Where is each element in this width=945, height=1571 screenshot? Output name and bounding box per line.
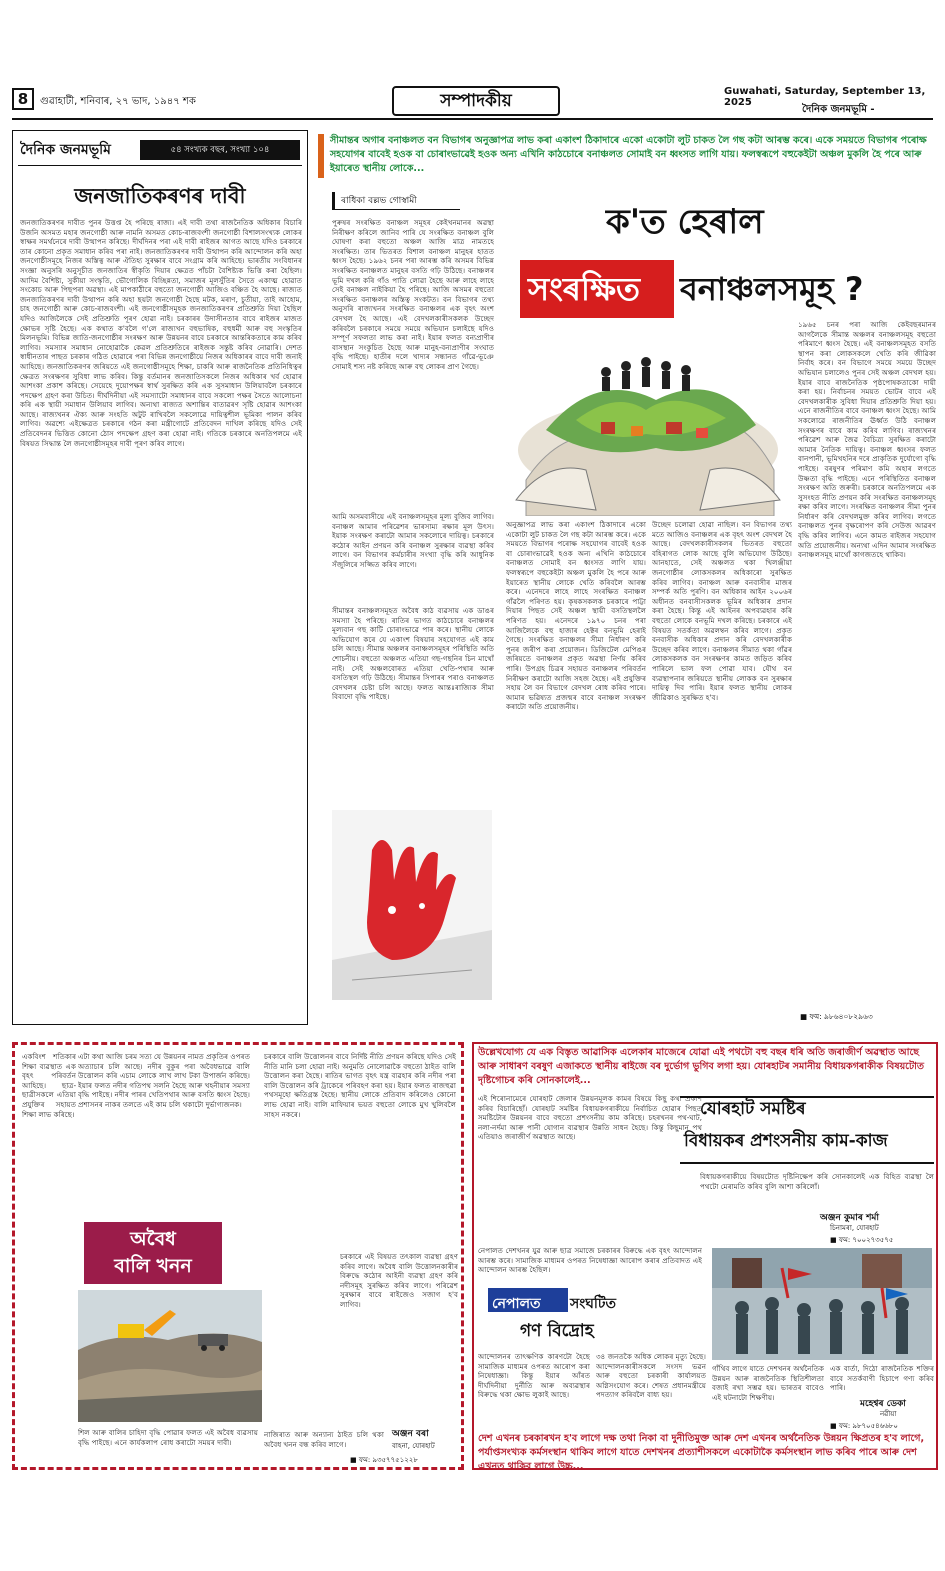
sand-mining-title bbox=[84, 1226, 222, 1280]
sand-mining-column-2: চৰকাৰে বালি উত্তোলনৰ বাবে নিৰ্দিষ্ট নীতি প্ৰণয়ন কৰিছে যদিও সেই নীতি মানি চলা হোৱা নাই। অনুমতি নোলোৱাকৈ বহুতো ঠাইত বালি উত্তোলন কৰা হৈছে। ৰাতিৰ ভাগত বৃহৎ যন্ত্ৰ ব্যৱহাৰ কৰি নদীৰ পৰা বালি উত্তোলন কৰি ট্ৰাকেৰে পৰিবহণ কৰা হয়। ইয়াৰ ফলত ৰাজহুৱা পথসমূহো ক্ষতিগ্ৰস্ত হৈছে। স্থানীয় লোকে প্ৰতিবাদ কৰিলেও কোনো লাভ হোৱা নাই। বালি মাফিয়াৰ ভয়ত বহুতো লোকে মুখ খুলিবলৈ সাহস নকৰে। bbox=[264, 1052, 456, 1119]
article-title-highlight: সংৰক্ষিত bbox=[528, 270, 641, 308]
nepal-pull-quote: দেশ এখনৰ চৰকাৰখন হ'ব লাগে দক্ষ তথা নিকা বা দুনীতিমুক্ত আৰু দেশ এখনৰ অৰ্থনৈতিক উন্নয়ন ক্ষিপ্ৰতৰ হ'ব লাগে, পৰ্যাপ্তসংখ্যক কৰ্মসংস্থান থাকিব লাগে যাতে দেশখনৰ প্ৰত্যাশীসকলে একোটাকৈ কৰ্মসংস্থান লাভ কৰিব পাৰে আৰু দেশ এখনত থাকিব লাগে উচ্চ... bbox=[478, 1433, 925, 1472]
jorhat-signature-place: চিনামৰা, যোৰহাট bbox=[830, 1224, 879, 1232]
nepal-letter-intro: নেপালত দেশখনৰ যুৱ আৰু ছাত্ৰ সমাজে চৰকাৰৰ বিৰুদ্ধে এক বৃহৎ আন্দোলন আৰম্ভ কৰে। সামাজিক মাধ্যমৰ ওপৰত নিষেধাজ্ঞা আৰোপ কৰাৰ প্ৰতিবাদত এই আন্দোলন আৰম্ভ হৈছিল। bbox=[478, 1246, 702, 1275]
header-paper-name: দৈনিক জনমভূমি - bbox=[802, 104, 875, 115]
article-author: ৰাধিকা বল্লভ গোস্বামী bbox=[332, 192, 460, 210]
sand-mining-signature: অঞ্জন বৰা bbox=[392, 1429, 429, 1439]
nepal-letter-column-3: গাঁথিব লাগে যাতে দেশখনৰ অৰ্থনৈতিক উন্নয়ন আৰু ৰাজনৈতিক স্থিতিশীলতা বজাই ৰখা সম্ভৱ হয়। ভাৰতৰ বাবেও এই ঘটনাটো শিক্ষণীয়। bbox=[712, 1364, 824, 1402]
sand-mining-photo bbox=[78, 1290, 262, 1422]
jorhat-letter-column-1: এই শিৰোনামেৰে যোৰহাট জেলাৰ উন্নয়নমূলক কামৰ বিষয়ে কিছু কথা প্ৰকাশ কৰিব বিচাৰিছোঁ। যোৰহাট সমষ্টিৰ বিধায়কগৰাকীয়ে নিৰ্বাচিত হোৱাৰ পিছত সমষ্টিটোৰ উন্নয়নৰ বাবে বহুতো প্ৰশংসনীয় কাম কৰিছে। চহৰখনৰ পথ-ঘাট, নলা-নৰ্দমা আৰু পানী যোগান ব্যৱস্থাৰ উন্নতি সাধন হৈছে। কিন্তু কিছুমান পথ এতিয়াও জৰাজীৰ্ণ অৱস্থাত আছে। bbox=[478, 1094, 702, 1142]
page-number: 8 bbox=[12, 88, 34, 110]
article-column-2: অনুজ্ঞাপত্ৰ লাভ কৰা একাংশ ঠিকাদাৰে একো একোটা লুট চাকত লৈ গছ কটা আৰম্ভ কৰে। একে সময়তে বিভাগৰ পৰোক্ষ সহযোগৰ বাবেই হওক বা চোৰাংভাৱেই হওক অন্য এখিনি কাঠচোৰে বনাঞ্চলত সোমাই বন ধ্বংসত লাগি যায়। ফলস্বৰূপে বহুকেইটা অঞ্চল মুকলি হৈ পৰে আৰু ইয়াৰেত স্থানীয় লোকে খেতি কৰিবলৈ আৰম্ভ কৰে। এনেদৰে লাহে লাহে সংৰক্ষিত বনাঞ্চল গাঁৱলৈ পৰিণত হয়। কৃষকসকলক চৰকাৰে পাট্টা দিয়াৰ পিছত সেই অঞ্চল স্থায়ী বসতিস্থললৈ পৰিণত হয়। এনেদৰে ১৯৭০ চনৰ পৰা আজিলৈকে বহু হাজাৰ হেক্টৰ বনভূমি হেৰাই গৈছে। সংৰক্ষিত বনাঞ্চলৰ সীমা নিৰ্ধাৰণ কৰি পুনৰ জৰীপ কৰা প্ৰয়োজন। ডিজিটেল মেপিঙৰ জৰিয়তে বনাঞ্চলৰ প্ৰকৃত অৱস্থা নিৰ্ণয় কৰিব পাৰি। উপগ্ৰহ চিত্ৰৰ সহায়ত বনাঞ্চলৰ পৰিবৰ্তন নিৰীক্ষণ কৰাটো আজি সহজ হৈছে। এই প্ৰযুক্তিৰ সহায় লৈ বন বিভাগে বেদখল ৰোধ কৰিব পাৰে। আমাৰ ভৱিষ্যত প্ৰজন্মৰ বাবে বনাঞ্চল সংৰক্ষণ কৰাটো অতি প্ৰয়োজনীয়। bbox=[506, 520, 646, 712]
forest-hands-illustration bbox=[506, 330, 790, 516]
article-column-4: ১৯৬৫ চনৰ পৰা আজি কেইবছৰমানৰ আগলৈকে সীমান্ত অঞ্চলৰ বনাঞ্চলসমূহ বহুতো পৰিমাণে ধ্বংস হৈছে। এই বনাঞ্চলসমূহত বসতি স্থাপন কৰা লোকসকলে খেতি কৰি জীৱিকা নিৰ্বাহ কৰে। বন বিভাগে সময়ে সময়ে উচ্ছেদ অভিযান চলালেও পুনৰ সেই অঞ্চল বেদখল হয়। ইয়াৰ বাবে ৰাজনৈতিক পৃষ্ঠপোষকতাকো দায়ী কৰা হয়। নিৰ্বাচনৰ সময়ত ভোটৰ বাবে এই বেদখলকাৰীক সুবিধা দিয়াৰ প্ৰতিশ্ৰুতি দিয়া হয়। এনে ৰাজনীতিৰ বাবে বনাঞ্চল ধ্বংস হৈছে। আমি সকলোৱে ৰাজনীতিৰ ঊৰ্ধ্বত উঠি বনাঞ্চল সংৰক্ষণৰ বাবে কাম কৰিব লাগিব। ৰাজ্যখনৰ পৰিৱেশ আৰু জৈৱ বৈচিত্ৰ্য সুৰক্ষিত কৰাটো আমাৰ নৈতিক দায়িত্ব। বনাঞ্চল ধ্বংসৰ ফলত বানপানী, ভূমিখহনিৰ দৰে প্ৰাকৃতিক দুৰ্যোগো বৃদ্ধি পাইছে। বৰষুণৰ পৰিমাণ কমি অহাৰ লগতে উষ্ণতা বৃদ্ধি পাইছে। এনে পৰিস্থিতিত বনাঞ্চল সংৰক্ষণ অতি জৰুৰী। চৰকাৰে অনতিপলমে এক সুসংহত নীতি প্ৰণয়ন কৰি সংৰক্ষিত বনাঞ্চলসমূহ ৰক্ষা কৰিব লাগে। সংৰক্ষিত বনাঞ্চলৰ সীমা পুনৰ নিৰ্ধাৰণ কৰি বেদখলমুক্ত কৰিব লাগিব। লগতে বনাঞ্চলত পুনৰ বৃক্ষৰোপণ কৰি সেউজ আৱৰণ বৃদ্ধি কৰিব লাগিব। এনে কামত ৰাইজৰ সহযোগ অতি প্ৰয়োজনীয়। অন্যথা এদিন আমাৰ সংৰক্ষিত বনাঞ্চলসমূহ মাথোঁ কাগজতহে থাকিব। bbox=[798, 320, 936, 560]
header-date-english: Guwahati, Saturday, September 13, 2025 bbox=[724, 86, 926, 108]
masthead-divider bbox=[18, 165, 302, 166]
nepal-letter-column-1: আন্দোলনৰ তাৎক্ষণিক কাৰণটো হৈছে সামাজিক মাধ্যমৰ ওপৰত আৰোপ কৰা নিষেধাজ্ঞা। কিন্তু ইয়াৰ আঁৰত দীৰ্ঘদিনীয়া দুৰ্নীতি আৰু অব্যৱস্থাৰ বিৰুদ্ধে থকা ক্ষোভ লুকাই আছে। bbox=[478, 1352, 590, 1400]
nepal-protest-photo bbox=[712, 1248, 932, 1360]
sand-mining-signature-place: বাহনা, যোৰহাট bbox=[392, 1442, 435, 1450]
jorhat-contact: ■ ফম: ৭০০২৭৩৫৭৫ bbox=[830, 1236, 894, 1244]
article-title-line1: ক'ত হেৰাল bbox=[606, 202, 764, 242]
nepal-title-line1: সংঘটিত bbox=[570, 1296, 617, 1312]
red-hand-illustration bbox=[332, 810, 492, 1000]
header-divider bbox=[12, 118, 933, 120]
letters-pull-quote: উল্লেখযোগ্য যে এক বিস্তৃত আৱাসিক এলেকাৰ মাজেৰে যোৱা এই পথটো বহু বছৰ ধৰি অতি জৰাজীৰ্ণ অৱস্থাত আছে আৰু সাধাৰণ বৰষুণ এজাকতে স্থানীয় ৰাইজে বৰ দুৰ্ভোগ ভুগিব লগা হয়। যোৰহাটৰ সমানীয় বিধায়কগৰাকীক বিষয়টোত দৃষ্টিগোচৰ কৰি সোনকালেই... bbox=[478, 1047, 925, 1086]
nepal-letter-column-2: ৩৪ জনতকৈ অধিক লোকৰ মৃত্যু হৈছে। আন্দোলনকাৰীসকলে সংসদ ভৱন আৰু বহুতো চৰকাৰী কাৰ্যালয়ত অগ্নিসংযোগ কৰে। শেষত প্ৰধানমন্ত্ৰীয়ে পদত্যাগ কৰিবলৈ বাধ্য হয়। bbox=[596, 1352, 706, 1400]
sand-mining-contact: ■ ফম: ৯৩৫৭৭৫১২২৮ bbox=[350, 1456, 418, 1464]
jorhat-letter-column-2: বিধায়কগৰাকীয়ে বিষয়টোত দৃষ্টিনিক্ষেপ কৰি সোনকালেই এক বিহিত ব্যৱস্থা লৈ পথটো মেৰামতি কৰিব বুলি আশা কৰিলোঁ। bbox=[700, 1172, 934, 1191]
sand-mining-title-line1: অবৈধ bbox=[130, 1228, 176, 1250]
sand-mining-column-3: শিল আৰু বালিৰ চাহিদা বৃদ্ধি পোৱাৰ ফলত এই অবৈধ ব্যৱসায় বৃদ্ধি পাইছে। এনে কাৰ্যকলাপ ৰোধ কৰাটো সময়ৰ দাবী। bbox=[78, 1428, 258, 1447]
nepal-signature-place: নৱীয়া bbox=[880, 1410, 897, 1418]
nepal-title-line2: গণ বিদ্ৰোহ bbox=[520, 1321, 594, 1341]
editorial-body: জনজাতিকৰণৰ দাবীত পুনৰ উত্তপ্ত হৈ পৰিছে ৰাজ্য। এই দাবী তথা ৰাজনৈতিক অধিকাৰ বিচাৰি উজনি অসমত মহাৰ জনগোষ্ঠী আৰু নামনি অসমত কোচ-ৰাজবংশী জনগোষ্ঠী বিশালসংখ্যক লোকৰ স্বাক্ষৰ সমৰ্থনেৰে দাবী উত্থাপন কৰিছে। দীৰ্ঘদিনৰ পৰা এই দাবী ৰাইজৰ আগত আছে যদিও চৰকাৰে তাৰ কোনো প্ৰকৃত সমাধান কৰিব পৰা নাই। জনজাতিকৰণৰ দাবী উত্থাপন কৰি আন্দোলন কৰি অহা জনগোষ্ঠীসমূহে নিজৰ অস্তিত্ব আৰু ঐতিহ্য সুৰক্ষাৰ বাবে সংগ্ৰাম কৰি আহিছে। ভাৰতীয় সংবিধানৰ সংজ্ঞা অনুসৰি অনুসূচীত জনজাতিৰ স্বীকৃতি দিয়াৰ ক্ষেত্ৰত পাঁচটা বৈশিষ্ট্যক ভিত্তি কৰা হৈছিল। আদিম বৈশিষ্ট্য, সুকীয়া সংস্কৃতি, ভৌগোলিক বিচ্ছিন্নতা, সমাজৰ মূলসুঁতিৰ সৈতে একাত্ম হোৱাত সংকোচ আৰু পিছপৰা অৱস্থা। এই মাপকাঠীৰে বহুতো জনগোষ্ঠী আজিও বঞ্চিত হৈ আছে। ৰাজ্যত জনজাতিকৰণৰ দাবী উত্থাপন কৰি অহা ছয়টা জনগোষ্ঠী হৈছে মটক, মৰাণ, চুতীয়া, তাই আহোম, চাহ জনগোষ্ঠী আৰু কোচ-ৰাজবংশী। এই জনগোষ্ঠীসমূহক জনজাতিকৰণৰ প্ৰতিশ্ৰুতি দিয়া হৈছিল যদিও আজিলৈকে সেই প্ৰতিশ্ৰুতি পূৰণ হোৱা নাই। চৰকাৰৰ উদাসীনতাৰ বাবে ৰাইজৰ মাজত ক্ষোভৰ সৃষ্টি হৈছে। এক কথাত ক'বলৈ গ'লে ৰাজ্যখন বহুভাষিক, বহুধৰ্মী আৰু বহু সংস্কৃতিৰ মিলনভূমি। বিভিন্ন জাতি-জনগোষ্ঠীৰ সংৰক্ষণ আৰু উন্নয়নৰ বাবে চৰকাৰে আন্তৰিকতাৰে কাম কৰিব লাগিব। সমস্যাৰ সমাধান নোহোৱাকৈ কেৱল প্ৰতিশ্ৰুতিৰে ৰাইজক সন্তুষ্ট কৰিব নোৱাৰি। দেশত স্বাধীনতাৰ পাছত চৰকাৰ গঠিত হোৱাৰে পৰা বিভিন্ন জনগোষ্ঠীয়ে নিজৰ অধিকাৰৰ বাবে দাবী জনাই আহিছে। জনজাতিকৰণৰ জৰিয়তে এই জনগোষ্ঠীসমূহে শিক্ষা, চাকৰি আৰু ৰাজনৈতিক প্ৰতিনিধিত্বৰ ক্ষেত্ৰত সংৰক্ষণৰ সুবিধা লাভ কৰিব। কিন্তু বৰ্তমানৰ জনজাতিসকলে নিজৰ অধিকাৰ খৰ্ব হোৱাৰ আশংকা প্ৰকাশ কৰিছে। সেয়েহে দুয়োপক্ষৰ স্বাৰ্থ সুৰক্ষিত কৰি এক সুসমাধান উলিয়াবলৈ চৰকাৰে পদক্ষেপ গ্ৰহণ কৰা উচিত। দীৰ্ঘদিনীয়া এই সমস্যাটো সমাধানৰ বাবে সকলো পক্ষৰ সৈতে আলোচনা কৰি এক স্থায়ী সমাধান উলিয়াব লাগিব। অন্যথা ৰাজ্যত অশান্তিৰ বাতাৱৰণ সৃষ্টি হোৱাৰ আশংকা আছে। ৰাজ্যখনৰ ঐক্য আৰু সংহতি অটুট ৰাখিবলৈ সকলোৱে দায়িত্বশীল ভূমিকা পালন কৰিব লাগিব। অৱশ্যে এইক্ষেত্ৰত চৰকাৰে গঠন কৰা মন্ত্ৰীগোটে প্ৰতিবেদন দাখিল কৰিছে যদিও সেই প্ৰতিবেদনৰ ভিত্তিত কোনো ঠোস পদক্ষেপ গ্ৰহণ কৰা হোৱা নাই। গতিকে চৰকাৰে অনতিপলমে এই বিষয়ত সিদ্ধান্ত লৈ জনগোষ্ঠীসমূহৰ দাবী পূৰণ কৰিব লাগে। bbox=[20, 218, 302, 448]
nepal-signature: মহেশ্বৰ ডেকা bbox=[860, 1399, 906, 1409]
jorhat-title-line1: যোৰহাট সমষ্টিৰ bbox=[700, 1099, 806, 1119]
sand-mining-column-5: নাজিৰাত আৰু অন্যান্য ঠাইত চলি থকা অবৈধ খনন বন্ধ কৰিব লাগে। bbox=[264, 1430, 384, 1449]
article-column-1c: সীমান্তৰ বনাঞ্চলসমূহত অবৈধ কাঠ ব্যৱসায় এক ডাঙৰ সমস্যা হৈ পৰিছে। ৰাতিৰ ভাগত কাঠচোৰে বনাঞ্চলৰ মূল্যবান গছ কাটি চোৰাংভাৱে পাৰ কৰে। স্থানীয় লোকে অভিযোগ কৰে যে একাংশ বিষয়াৰ সহযোগত এই কাম চলি আছে। সীমান্ত অঞ্চলৰ বনাঞ্চলসমূহৰ পৰিস্থিতি অতি শোচনীয়। বহুতো অঞ্চলত এতিয়া গছ-গছনিৰ চিন মাথোঁ নাই। সেই অঞ্চলবোৰত এতিয়া খেতি-পথাৰ আৰু বসতিস্থল গঢ়ি উঠিছে। সীমান্তৰ সিপাৰৰ পৰাও বনাঞ্চলত বেদখলৰ চেষ্টা চলি আছে। ফলত আন্তঃৰাজ্যিক সীমা বিবাদো বৃদ্ধি পাইছে। bbox=[332, 606, 494, 702]
editorial-issue-info: ৫৪ সংখ্যক বছৰ, সংখ্যা ১০৪ bbox=[140, 140, 300, 160]
header-date-assamese: গুৱাহাটী, শনিবাৰ, ২৭ ভাদ, ১৯৪৭ শক bbox=[40, 96, 196, 107]
nepal-title-highlight: নেপালত bbox=[492, 1296, 541, 1312]
sand-mining-title-line2: বালি খনন bbox=[114, 1255, 192, 1277]
article-column-1b: আমি অসমবাসীয়ে এই বনাঞ্চলসমূহৰ মূল্য বুজিব লাগিব। বনাঞ্চল আমাৰ পৰিৱেশৰ ভাৰসাম্য ৰক্ষাৰ মূল উৎস। ইয়াক সংৰক্ষণ কৰাটো আমাৰ সকলোৰে দায়িত্ব। চৰকাৰে কঠোৰ আইন প্ৰণয়ন কৰি বনাঞ্চল সুৰক্ষাৰ ব্যৱস্থা কৰিব লাগে। বন বিভাগৰ কৰ্মচাৰীৰ সংখ্যা বৃদ্ধি কৰি আধুনিক সঁজুলিৰে সজ্জিত কৰিব লাগে। bbox=[332, 512, 494, 569]
jorhat-signature: অঞ্জন কুমাৰ শৰ্মা bbox=[820, 1213, 880, 1223]
article-contact: ■ ফম: ৯৮৬৪০৮২৯৬৩ bbox=[800, 1012, 873, 1021]
editorial-title: জনজাতিকৰণৰ দাবী bbox=[74, 184, 246, 208]
section-title: সম্পাদকীয় bbox=[392, 86, 560, 116]
banner-accent-bar bbox=[318, 134, 324, 178]
sand-mining-column-1: এটা কথা আজি চৰম সত্য যে উন্নয়নৰ নামত প্ৰকৃতিৰ ওপৰত অত্যাচাৰ চলি আছে। নদীৰ বুকুৰ পৰা অবৈধভাৱে বালি উত্তোলন কৰি এচাম লোকে লাখ লাখ টকা উপাৰ্জন কৰিছে। ইয়াৰ ফলত নদীৰ গতিপথ সলনি হৈছে আৰু খহনীয়াৰ সমস্যা বৃদ্ধি পাইছে। নদীৰ পাৰৰ খেতিপথাৰ আৰু বসতি ধ্বংস হৈছে। প্ৰশাসনৰ নাকৰ তলতে এই কাম চলি থকাটো দুৰ্ভাগ্যজনক। bbox=[78, 1052, 250, 1109]
editorial-masthead: দৈনিক জনমভূমি bbox=[20, 142, 111, 158]
nepal-contact: ■ ফম: ৯৮৭০৫৪৬৬৮০ bbox=[830, 1422, 898, 1430]
nepal-letter-column-4: এক বাৰ্তা, দিঠো ৰাজনৈতিক শক্তিৰ বাবে সতৰ্কবাণী হিচাপে গণ্য কৰিব পাৰি। bbox=[830, 1364, 934, 1393]
article-title-rest: বনাঞ্চলসমূহ ? bbox=[680, 270, 864, 308]
sand-mining-column-4: চৰকাৰে এই বিষয়ত তৎকাল ব্যৱস্থা গ্ৰহণ কৰিব লাগে। অবৈধ বালি উত্তোলনকাৰীৰ বিৰুদ্ধে কঠোৰ আইনী ব্যৱস্থা গ্ৰহণ কৰি নদীসমূহ সুৰক্ষিত কৰিব লাগে। পৰিৱেশ সুৰক্ষাৰ বাবে ৰাইজেও সজাগ হ'ব লাগিব। bbox=[340, 1252, 458, 1309]
jorhat-title-line2: বিধায়কৰ প্ৰশংসনীয় কাম-কাজ bbox=[684, 1131, 888, 1151]
pull-quote-banner: সীমান্তৰ অগাৰ বনাঞ্চলত বন বিভাগৰ অনুজ্ঞাপত্ৰ লাভ কৰা একাংশ ঠিকাদাৰে একো একোটা লুট চাকত লৈ গছ কটা আৰম্ভ কৰে। একে সময়তে বিভাগৰ পৰোক্ষ সহযোগৰ বাবেই হওক বা চোৰাংভাৱেই হওক অন্য এখিনি কাঠচোৰে বনাঞ্চলত সোমাই বন ধ্বংসত লাগি যায়। ফলস্বৰূপে বহুকেইটা অঞ্চল মুকলি হৈ পৰে আৰু ইয়াৰেত স্থানীয় লোকে... bbox=[330, 135, 927, 174]
article-column-3: উচ্ছেদ চলোৱা হোৱা নাছিল। বন বিভাগৰ তথ্য মতে আজিও বনাঞ্চলৰ এক বৃহৎ অংশ বেদখল হৈ আছে। বেদখলকাৰীসকলৰ ভিতৰত বহুতো বহিৰাগত লোক আছে বুলি অভিযোগ উঠিছে। আনহাতে, সেই অঞ্চলত থকা খিলঞ্জীয়া জনগোষ্ঠীৰ লোকসকলৰ অধিকাৰো সুৰক্ষিত কৰিব লাগিব। বনাঞ্চল আৰু বনবাসীৰ মাজৰ সম্পৰ্ক অতি পুৰণি। বন অধিকাৰ আইন ২০০৬ৰ অধীনত বনবাসীসকলক ভূমিৰ অধিকাৰ প্ৰদান কৰা হৈছে। কিন্তু এই আইনৰ অপব্যৱহাৰ কৰি বহুতো লোকে বনভূমি দখল কৰিছে। চৰকাৰে এই বিষয়ত সতৰ্কতা অৱলম্বন কৰিব লাগে। প্ৰকৃত বনবাসীক অধিকাৰ প্ৰদান কৰি বেদখলকাৰীক উচ্ছেদ কৰিব লাগে। বনাঞ্চলৰ সীমাত থকা গাঁৱৰ লোকসকলক বন সংৰক্ষণৰ কামত জড়িত কৰিব পাৰিলে ভাল ফল পোৱা যাব। যৌথ বন ব্যৱস্থাপনাৰ জৰিয়তে স্থানীয় লোকক বন সুৰক্ষাৰ দায়িত্ব দিব পাৰি। ইয়াৰ ফলত স্থানীয় লোকৰ জীৱিকাও সুৰক্ষিত হ'ব। bbox=[652, 520, 792, 702]
article-column-1: পুৰুষৰ সংৰক্ষিত বনাঞ্চল সমূহৰ কেইখনমানৰ অৱস্থা নিৰীক্ষণ কৰিলে জানিব পাৰি যে সংৰক্ষিত বনাঞ্চল বুলি ঘোষণা কৰা বহুতো অঞ্চল আজি মাত্ৰ নামতহে সংৰক্ষিত। তাৰ ভিতৰত বিশাল বনাঞ্চল মানুহৰ হাতত ধ্বংস হৈছে। ১৯৬২ চনৰ পৰা আৰম্ভ কৰি অসমৰ বিভিন্ন সংৰক্ষিত বনাঞ্চলত মানুহৰ বসতি গঢ়ি উঠিছে। বনাঞ্চলৰ ভূমি দখল কৰি গাঁও পাতি লোৱা হৈছে আৰু লাহে লাহে সেই বনাঞ্চল নাইকিয়া হৈ পৰিছে। আজি অসমৰ বহুতো সংৰক্ষিত বনাঞ্চলৰ অস্তিত্ব সংকটত। বন বিভাগৰ তথ্য অনুসৰি ৰাজ্যখনৰ সংৰক্ষিত বনাঞ্চলৰ এক বৃহৎ অংশ বেদখল হৈ আছে। এই বেদখলকাৰীসকলক উচ্ছেদ কৰিবলৈ চৰকাৰে সময়ে সময়ে অভিযান চলাইছে যদিও সম্পূৰ্ণ সফলতা লাভ কৰা নাই। ইয়াৰ ফলত বন্যপ্ৰাণীৰ বাসস্থান সংকুচিত হৈছে আৰু মানুহ-বন্যপ্ৰাণীৰ সংঘাত বৃদ্ধি পাইছে। হাতীৰ দলে খাদ্যৰ সন্ধানত গাঁৱে-ভূঞে সোমাই শস্য নষ্ট কৰিছে আৰু বহু লোকৰ প্ৰাণ গৈছে। bbox=[332, 218, 494, 371]
vertical-sidebar-text: একবিংশ শতিকাৰ শিক্ষা ব্যৱস্থাত এক বৃহৎ পৰিবৰ্তন আহিছে। ছাত্ৰ-ছাত্ৰীসকলে এতিয়া প্ৰযুক্তিৰ সহায়ত শিক্ষা লাভ কৰিছে। bbox=[22, 1052, 76, 1119]
